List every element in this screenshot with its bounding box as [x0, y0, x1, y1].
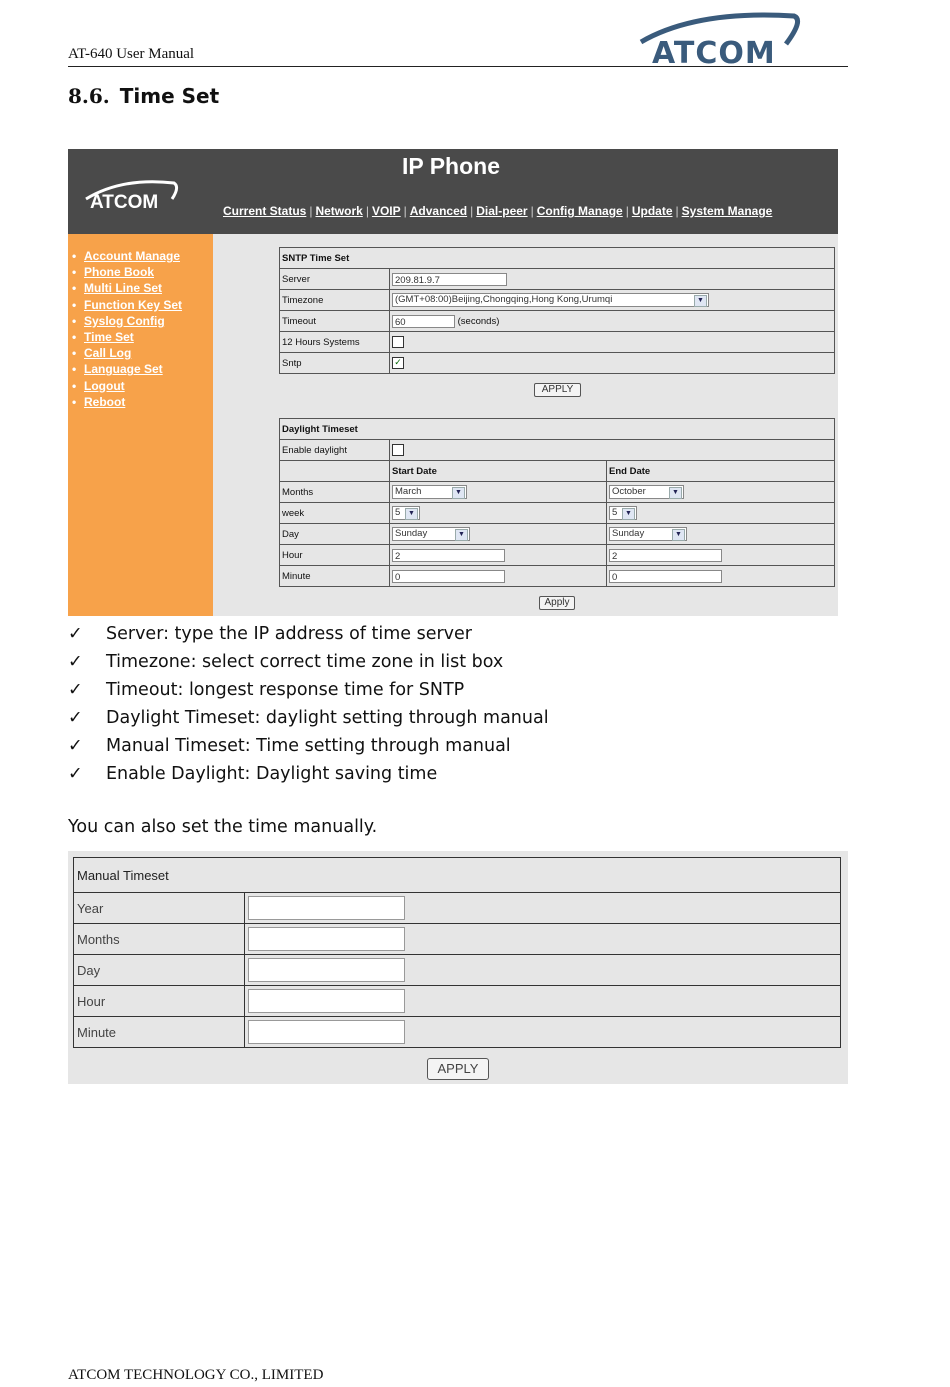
sntp-checkbox[interactable] [392, 357, 404, 369]
daylight-heading: Daylight Timeset [280, 419, 835, 440]
list-item [68, 622, 549, 650]
hour-input[interactable] [248, 989, 405, 1013]
manual-timeset-table [73, 857, 841, 1048]
sidebar-menu [68, 234, 213, 616]
sidebar-link[interactable]: Language Set [84, 362, 163, 377]
bullet-text: Daylight Timeset: daylight setting through manual [106, 708, 549, 728]
nav-update[interactable]: Update [631, 204, 673, 218]
end-week-select[interactable] [609, 506, 637, 520]
sidebar-link[interactable]: Call Log [84, 346, 132, 361]
checkmark-icon: ✓ [394, 357, 402, 367]
section-number: 8.6. [68, 84, 110, 108]
list-item [68, 734, 549, 762]
atcom-logo [636, 8, 816, 71]
chevron-down-icon: ▼ [455, 529, 468, 541]
sidebar-item-function-key-set[interactable]: • Function Key Set [72, 297, 183, 312]
sidebar-link[interactable]: Multi Line Set [84, 281, 162, 296]
12-hours-checkbox[interactable] [392, 336, 404, 348]
minute-label: Minute [74, 1017, 245, 1048]
banner-logo-text: ATCOM [90, 192, 159, 213]
year-input[interactable] [248, 896, 405, 920]
nav-system-manage[interactable]: System Manage [681, 204, 773, 218]
banner [68, 149, 838, 234]
sidebar-item-language-set[interactable]: • Language Set [72, 362, 163, 377]
nav-voip[interactable]: VOIP [371, 204, 401, 218]
months-label: Months [74, 924, 245, 955]
months-input[interactable] [248, 927, 405, 951]
document-title: AT-640 User Manual [68, 46, 195, 62]
months-label: Months [280, 482, 390, 503]
sidebar-link[interactable]: Account Manage [84, 249, 181, 263]
day-label: Day [74, 955, 245, 986]
sidebar-item-account-manage[interactable]: • Account Manage [72, 249, 181, 263]
sidebar-item-call-log[interactable]: • Call Log [72, 346, 132, 361]
minute-input[interactable] [248, 1020, 405, 1044]
bullet-text: Timezone: select correct time zone in list box [106, 652, 504, 672]
timeout-input[interactable]: 60 [392, 315, 455, 328]
sntp-apply-button[interactable]: APPLY [534, 383, 581, 397]
manual-timeset-heading: Manual Timeset [74, 858, 841, 893]
sidebar-item-syslog-config[interactable]: • Syslog Config [72, 313, 165, 328]
end-week-value: 5 [612, 507, 618, 518]
time-set-screenshot [68, 149, 838, 616]
manual-apply-button[interactable]: APPLY [427, 1058, 489, 1080]
hour-label: Hour [74, 986, 245, 1017]
day-input[interactable] [248, 958, 405, 982]
manual-timeset-screenshot [68, 851, 848, 1084]
server-label: Server [280, 269, 390, 290]
sidebar-link[interactable]: Logout [84, 378, 125, 393]
timezone-select[interactable] [392, 293, 709, 307]
end-day-select[interactable] [609, 527, 687, 541]
section-heading [68, 84, 219, 108]
daylight-apply-button[interactable]: Apply [539, 596, 575, 610]
sidebar-link[interactable]: Phone Book [84, 265, 155, 280]
chevron-down-icon: ▼ [669, 487, 682, 499]
sidebar-item-phone-book[interactable]: • Phone Book [72, 265, 155, 280]
hour-label: Hour [280, 545, 390, 566]
banner-logo [82, 177, 182, 217]
end-date-header: End Date [607, 461, 835, 482]
start-week-value: 5 [395, 507, 401, 518]
banner-title: IP Phone [402, 153, 500, 179]
sidebar-item-multi-line-set[interactable]: • Multi Line Set [72, 281, 162, 296]
start-week-select[interactable] [392, 506, 420, 520]
feature-bullet-list [68, 622, 549, 790]
chevron-down-icon: ▼ [694, 295, 707, 307]
checkmark-icon: ✓ [68, 652, 83, 672]
start-minute-input[interactable]: 0 [392, 570, 505, 583]
start-month-select[interactable] [392, 485, 467, 499]
sntp-heading: SNTP Time Set [280, 248, 835, 269]
sidebar-item-reboot[interactable]: • Reboot [72, 394, 126, 409]
end-hour-input[interactable]: 2 [609, 549, 722, 562]
start-month-value: March [395, 486, 422, 497]
bullet-text: Manual Timeset: Time setting through manual [106, 736, 511, 756]
start-date-header: Start Date [390, 461, 607, 482]
minute-label: Minute [280, 566, 390, 587]
sidebar-link[interactable]: Syslog Config [84, 313, 165, 328]
sntp-time-set-table [279, 247, 835, 374]
12-hours-label: 12 Hours Systems [280, 332, 390, 353]
week-label: week [280, 503, 390, 524]
chevron-down-icon: ▼ [672, 529, 685, 541]
chevron-down-icon: ▼ [622, 508, 635, 520]
day-label: Day [280, 524, 390, 545]
chevron-down-icon: ▼ [452, 487, 465, 499]
nav-current-status[interactable]: Current Status [223, 204, 307, 218]
bullet-text: Timeout: longest response time for SNTP [106, 680, 465, 700]
timezone-label: Timezone [280, 290, 390, 311]
end-month-select[interactable] [609, 485, 684, 499]
sidebar-item-logout[interactable]: • Logout [72, 378, 125, 393]
bullet-text: Server: type the IP address of time server [106, 624, 472, 644]
chevron-down-icon: ▼ [405, 508, 418, 520]
nav-network[interactable]: Network [315, 204, 363, 218]
year-label: Year [74, 893, 245, 924]
end-minute-input[interactable]: 0 [609, 570, 722, 583]
timezone-value: (GMT+08:00)Beijing,Chongqing,Hong Kong,Urumqi [395, 294, 613, 305]
document-footer: ATCOM TECHNOLOGY CO., LIMITED [68, 1367, 324, 1383]
checkmark-icon: ✓ [68, 708, 83, 728]
logo-wordmark: ATCOM [652, 36, 776, 71]
sidebar-link[interactable]: Time Set [84, 329, 134, 344]
enable-daylight-label: Enable daylight [280, 440, 390, 461]
header-rule [68, 66, 848, 67]
checkmark-icon: ✓ [68, 624, 83, 644]
section-title: Time Set [119, 84, 220, 108]
timeout-unit: (seconds) [457, 315, 500, 327]
start-day-value: Sunday [395, 528, 428, 539]
server-input[interactable]: 209.81.9.7 [392, 273, 507, 286]
start-day-select[interactable] [392, 527, 470, 541]
daylight-timeset-table [279, 418, 835, 587]
checkmark-icon: ✓ [68, 680, 83, 700]
bullet-text: Enable Daylight: Daylight saving time [106, 764, 438, 784]
nav-dial-peer[interactable]: Dial-peer [476, 204, 528, 218]
list-item [68, 678, 549, 706]
sidebar-link[interactable]: Reboot [84, 394, 126, 409]
end-day-value: Sunday [612, 528, 645, 539]
sntp-label: Sntp [280, 353, 390, 374]
nav-advanced[interactable]: Advanced [409, 204, 468, 218]
enable-daylight-checkbox[interactable] [392, 444, 404, 456]
timeout-label: Timeout [280, 311, 390, 332]
list-item [68, 706, 549, 734]
sidebar-link[interactable]: Function Key Set [84, 297, 183, 312]
start-hour-input[interactable]: 2 [392, 549, 505, 562]
list-item [68, 762, 549, 790]
checkmark-icon: ✓ [68, 736, 83, 756]
list-item [68, 650, 549, 678]
manual-time-paragraph: You can also set the time manually. [68, 817, 378, 837]
end-month-value: October [612, 486, 646, 497]
top-navigation: Current Status | Network | VOIP | Advanced | Dial-peer | Config Manage | Update | System Manage [223, 204, 773, 218]
nav-config-manage[interactable]: Config Manage [536, 204, 623, 218]
checkmark-icon: ✓ [68, 764, 83, 784]
sidebar-item-time-set[interactable]: • Time Set [72, 329, 134, 344]
